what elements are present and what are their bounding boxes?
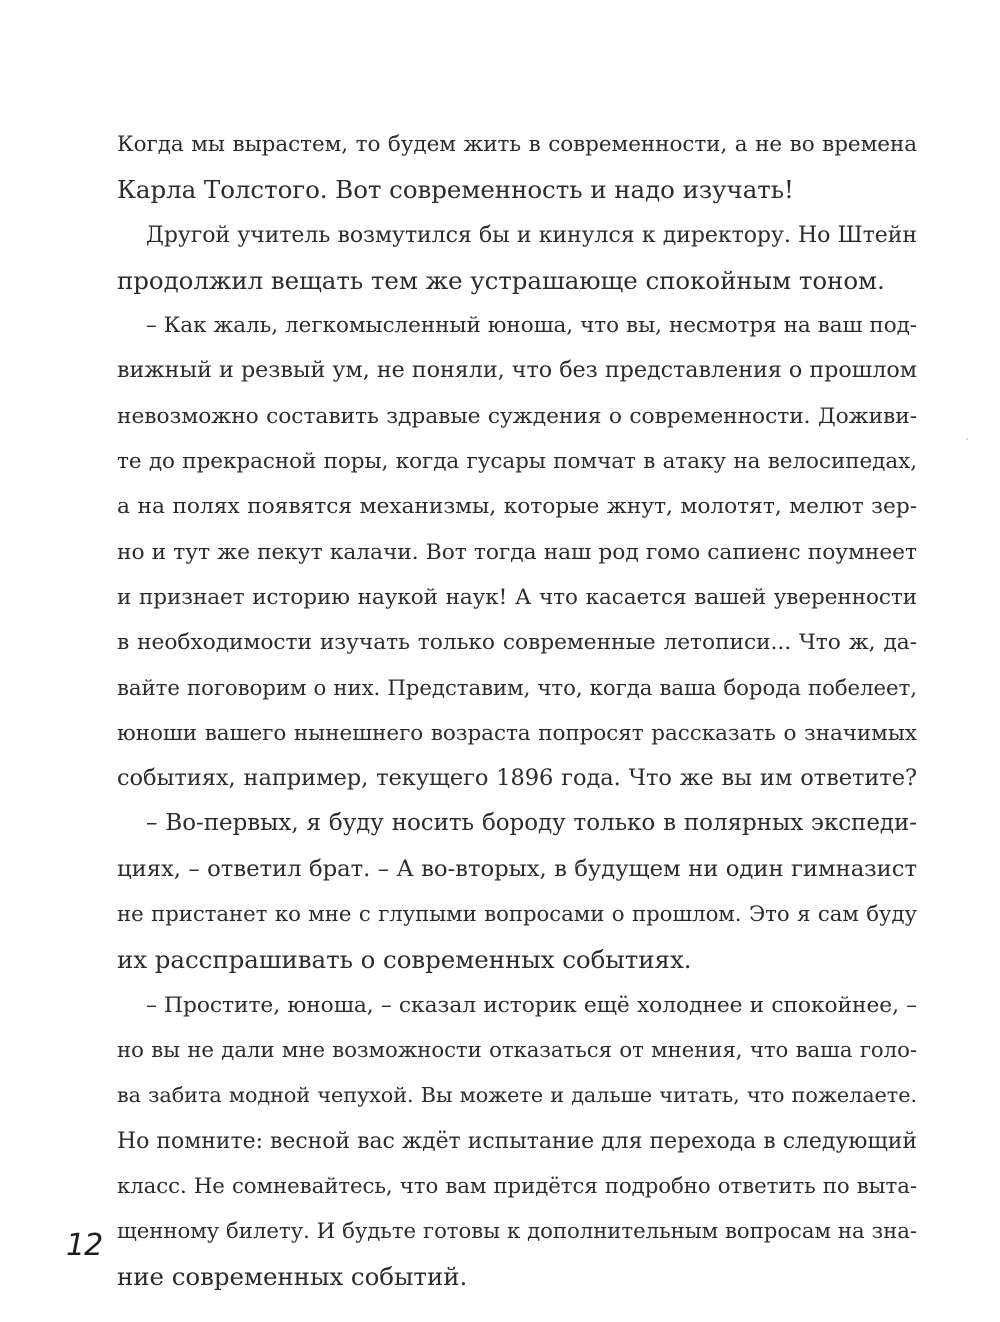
text-line: невозможно составить здравые суждения о современности. Доживи- — [117, 403, 917, 429]
text-line: щенному билету. И будьте готовы к дополнительным вопросам на зна- — [117, 1219, 917, 1245]
text-line: класс. Не сомневайтесь, что вам придётся подробно ответить по выта- — [117, 1173, 917, 1199]
text-line: те до прекрасной поры, когда гусары помчат в атаку на велосипедах, — [117, 449, 917, 475]
text-line: Когда мы вырастем, то будем жить в современности, а не во времена — [117, 132, 917, 157]
text-line: – Во-первых, я буду носить бороду только в полярных экспеди- — [146, 810, 917, 837]
text-line: – Как жаль, легкомысленный юноша, что вы, несмотря на ваш под- — [146, 313, 917, 339]
text-line: и признает историю наукой наук! А что касается вашей уверенности — [117, 584, 917, 610]
text-line: а на полях появятся механизмы, которые жнут, молотят, мелют зер- — [117, 494, 917, 520]
text-line: но вы не дали мне возможности отказаться от мнения, что ваша голо- — [117, 1037, 917, 1063]
text-line: вайте поговорим о них. Представим, что, когда ваша борода побелеет, — [117, 675, 917, 701]
body-text — [117, 122, 917, 1300]
text-line: вижный и резвый ум, не поняли, что без представления о прошлом — [117, 357, 917, 384]
text-line: не пристанет ко мне с глупыми вопросами о прошлом. Это я сам буду — [117, 902, 917, 928]
text-line: Другой учитель возмутился бы и кинулся к директору. Но Штейн — [146, 222, 917, 248]
text-line: Но помните: весной вас ждёт испытание для перехода в следующий — [117, 1128, 917, 1154]
text-line: ва забита модной чепухой. Вы можете и дальше читать, что пожелаете. — [117, 1083, 917, 1108]
text-line: – Простите, юноша, – сказал историк ещё холоднее и спокойнее, – — [146, 992, 917, 1018]
text-line: Карла Толстого. Вот современность и надо изучать! — [117, 175, 794, 205]
text-line: продолжил вещать тем же устрашающе спокойным тоном. — [117, 265, 885, 295]
text-line: ние современных событий. — [117, 1262, 468, 1292]
text-line: событиях, например, текущего 1896 года. Что же вы им ответите? — [117, 765, 917, 792]
text-line: юноши вашего нынешнего возраста попросят рассказать о значимых — [117, 720, 917, 746]
margin-speck — [966, 438, 968, 440]
text-line: циях, – ответил брат. – А во-вторых, в будущем ни один гимназист — [117, 855, 917, 882]
text-line: их расспрашивать о современных событиях. — [117, 945, 692, 975]
text-line: но и тут же пекут калачи. Вот тогда наш род гомо сапиенс поумнеет — [117, 539, 917, 565]
page-number: 12 — [66, 1228, 103, 1263]
text-line: в необходимости изучать только современные летописи... Что ж, да- — [117, 630, 917, 656]
